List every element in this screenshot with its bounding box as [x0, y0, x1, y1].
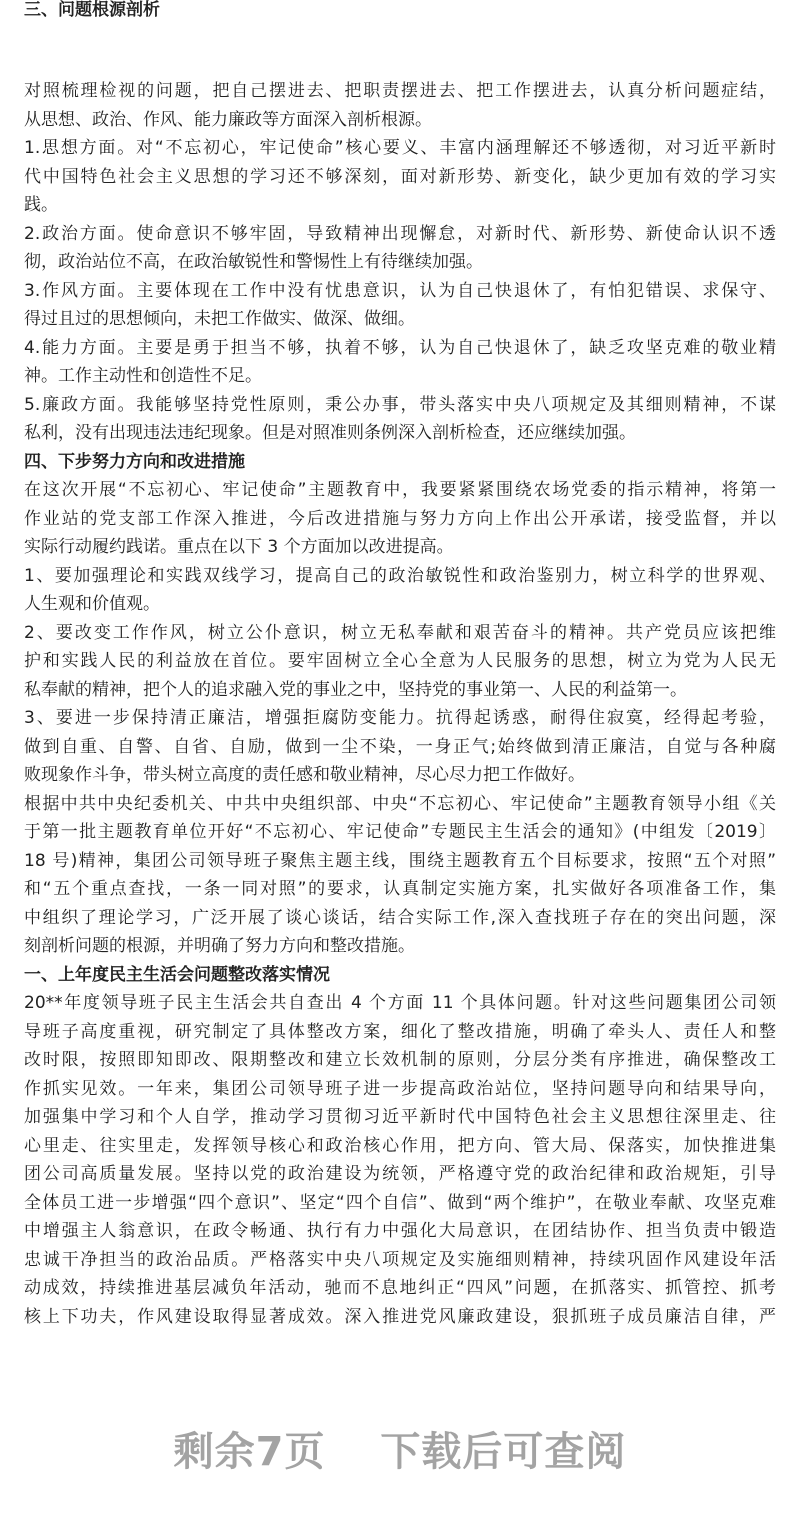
paragraph: [24, 277, 776, 334]
download-prompt-banner[interactable]: [0, 1420, 800, 1477]
document-body: [24, 0, 776, 1331]
text-line: 一、上年度民主生活会问题整改落实情况: [24, 964, 330, 985]
paragraph: [24, 220, 776, 277]
text-line: 刻剖析问题的根源，并明确了努力方向和整改措施。: [24, 936, 415, 956]
text-line: 忠诚干净担当的政治品质。严格落实中央八项规定及实施细则精神，持续巩固作风建设年活: [24, 1249, 776, 1270]
text-line: 20**年度领导班子民主生活会共自查出 4 个方面 11 个具体问题。针对这些问题集团公司领: [24, 993, 776, 1013]
paragraph: [24, 704, 776, 790]
text-line: 败现象作斗争，带头树立高度的责任感和敬业精神，尽心尽力把工作做好。: [24, 765, 585, 785]
text-line: 彻，政治站位不高，在政治敏锐性和警惕性上有待继续加强。: [24, 252, 483, 272]
paragraph: [24, 989, 776, 1331]
text-line: 实际行动履约践诺。重点在以下 3 个方面加以改进提高。: [24, 537, 454, 557]
text-line: 代中国特色社会主义思想的学习还不够深刻，面对新形势、新变化，缺少更加有效的学习实: [24, 166, 776, 187]
paragraph: [24, 619, 776, 705]
text-line: 根据中共中央纪委机关、中共中央组织部、中央“不忘初心、牢记使命”主题教育领导小组《关: [24, 793, 776, 814]
text-line: 中增强主人翁意识，在政令畅通、执行有力中强化大局意识，在团结协作、担当负责中锻造: [24, 1221, 776, 1241]
paragraph: [24, 334, 776, 391]
text-line: 从思想、政治、作风、能力廉政等方面深入剖析根源。: [24, 109, 432, 130]
text-line: 践。: [24, 195, 58, 215]
text-line: 神。工作主动性和创造性不足。: [24, 366, 262, 386]
text-line: 18 号)精神，集团公司领导班子聚焦主题主线，围绕主题教育五个目标要求，按照“五个对照”: [24, 850, 776, 871]
text-line: 4.能力方面。主要是勇于担当不够，执着不够，认为自己快退休了，缺乏攻坚克难的敬业精: [24, 337, 776, 358]
text-line: 和“五个重点查找，一条一同对照”的要求，认真制定实施方案，扎实做好各项准备工作，集: [24, 879, 776, 899]
paragraph: [24, 391, 776, 448]
text-line: 3.作风方面。主要体现在工作中没有忧患意识，认为自己快退休了，有怕犯错误、求保守、: [24, 280, 776, 301]
download-to-view-label[interactable]: 下载后可查阅: [380, 1429, 627, 1475]
paragraph: [24, 77, 776, 134]
text-line: 动成效，持续推进基层减负年活动，驰而不息地纠正“四风”问题，在抓落实、抓管控、抓考: [24, 1278, 776, 1298]
text-line: 中组织了理论学习，广泛开展了谈心谈话，结合实际工作,深入查找班子存在的突出问题，深: [24, 907, 776, 928]
section-heading: [24, 961, 776, 990]
text-line: 四、下步努力方向和改进措施: [24, 451, 245, 472]
text-line: 1.思想方面。对“不忘初心，牢记使命”核心要义、丰富内涵理解还不够透彻，对习近平新时: [24, 138, 776, 158]
text-line: 人生观和价值观。: [24, 594, 160, 614]
spacer: [24, 25, 776, 78]
text-line: 私利，没有出现违法违纪现象。但是对照准则条例深入剖析检查，还应继续加强。: [24, 423, 636, 443]
paragraph: [24, 562, 776, 619]
text-line: 做到自重、自警、自省、自励，做到一尘不染，一身正气;始终做到清正廉洁，自觉与各种腐: [24, 736, 776, 757]
text-line: 加强集中学习和个人自学，推动学习贯彻习近平新时代中国特色社会主义思想往深里走、往: [24, 1107, 776, 1127]
text-line: 全体员工进一步增强“四个意识”、坚定“四个自信”、做到“两个维护”，在敬业奉献、攻坚克难: [24, 1192, 776, 1213]
paragraph: [24, 790, 776, 961]
text-line: 三、问题根源剖析: [24, 0, 160, 20]
text-line: 得过且过的思想倾向，未把工作做实、做深、做细。: [24, 309, 415, 329]
text-line: 对照梳理检视的问题，把自己摆进去、把职责摆进去、把工作摆进去，认真分析问题症结，: [24, 81, 776, 101]
text-line: 改时限，按照即知即改、限期整改和建立长效机制的原则，分层分类有序推进，确保整改工: [24, 1050, 776, 1070]
paragraph: [24, 476, 776, 562]
text-line: 心里走、往实里走，发挥领导核心和政治核心作用，把方向、管大局、保落实，加快推进集: [24, 1135, 776, 1156]
text-line: 2.政治方面。使命意识不够牢固，导致精神出现懈怠，对新时代、新形势、新使命认识不透: [24, 223, 776, 244]
paragraph: [24, 134, 776, 220]
text-line: 护和实践人民的利益放在首位。要牢固树立全心全意为人民服务的思想，树立为党为人民无: [24, 651, 776, 671]
text-line: 团公司高质量发展。坚持以党的政治建设为统领，严格遵守党的政治纪律和政治规矩，引导: [24, 1164, 776, 1184]
text-line: 作抓实见效。一年来，集团公司领导班子进一步提高政治站位，坚持问题导向和结果导向，: [24, 1078, 776, 1099]
text-line: 核上下功夫，作风建设取得显著成效。深入推进党风廉政建设，狠抓班子成员廉洁自律，严: [24, 1306, 776, 1327]
text-line: 于第一批主题教育单位开好“不忘初心、牢记使命”专题民主生活会的通知》(中组发〔2019〕: [24, 822, 776, 842]
text-line: 1、要加强理论和实践双线学习，提高自己的政治敏锐性和政治鉴别力，树立科学的世界观、: [24, 565, 776, 586]
text-line: 作业站的党支部工作深入推进，今后改进措施与努力方向上作出公开承诺，接受监督，并以: [24, 508, 776, 529]
text-line: 5.廉政方面。我能够坚持党性原则，秉公办事，带头落实中央八项规定及其细则精神，不谋: [24, 394, 776, 415]
section-heading: [24, 0, 776, 25]
text-line: 在这次开展“不忘初心、牢记使命”主题教育中，我要紧紧围绕农场党委的指示精神，将第一: [24, 480, 776, 500]
text-line: 导班子高度重视，研究制定了具体整改方案，细化了整改措施，明确了牵头人、责任人和整: [24, 1021, 776, 1042]
text-line: 2、要改变工作作风，树立公仆意识，树立无私奉献和艰苦奋斗的精神。共产党员应该把维: [24, 622, 776, 643]
section-heading: [24, 448, 776, 477]
text-line: 3、要进一步保持清正廉洁，增强拒腐防变能力。抗得起诱惑，耐得住寂寞，经得起考验，: [24, 708, 776, 728]
remaining-pages-label: 剩余7页: [173, 1429, 326, 1475]
text-line: 私奉献的精神，把个人的追求融入党的事业之中，坚持党的事业第一、人民的利益第一。: [24, 679, 687, 700]
